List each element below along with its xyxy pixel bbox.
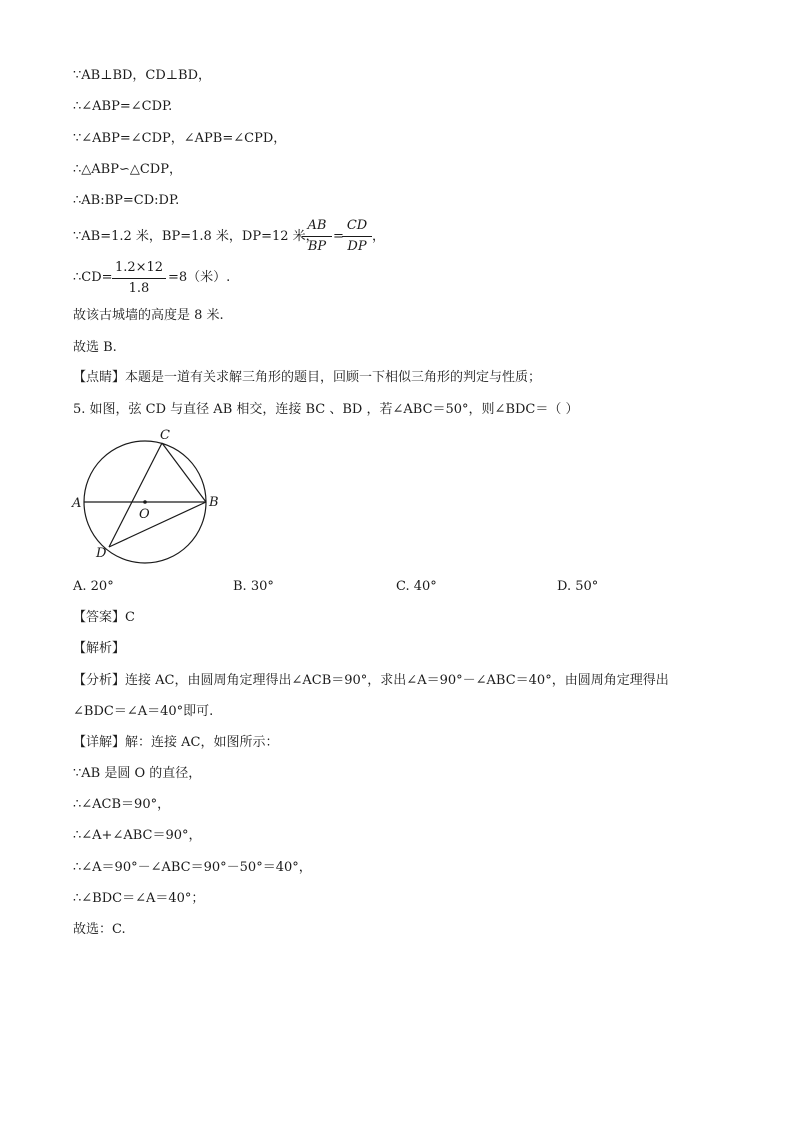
- fraction-numerator: AB: [307, 218, 327, 233]
- answer-tag: 【答案】: [73, 610, 126, 625]
- fraction-cd-value: [112, 260, 166, 297]
- comment-text: 本题是一道有关求解三角形的题目，回顾一下相似三角形的判定与性质；: [125, 370, 542, 385]
- label-d: D: [96, 546, 107, 561]
- label-a: A: [72, 496, 82, 511]
- solution-line-7-prefix: ∴CD=: [73, 270, 113, 285]
- solution-line-4: ∴△ABP∽△CDP，: [73, 162, 182, 177]
- question-5-stem: 5. 如图，弦 CD 与直径 AB 相交，连接 BC 、BD ，若∠ABC＝50°，则∠BDC＝（ ）: [73, 402, 579, 417]
- answer-line: [73, 610, 135, 626]
- fenxi-tag: 【分析】: [73, 673, 126, 688]
- solution-line-8: 故该古城墙的高度是 8 米.: [73, 308, 224, 323]
- analysis-tag: 【解析】: [73, 641, 126, 656]
- comment-tag: 【点睛】: [73, 370, 126, 385]
- chord-bc: [162, 443, 206, 502]
- center-point: [143, 500, 147, 504]
- fraction-cd-dp: [342, 218, 372, 255]
- circle-figure: [64, 425, 244, 575]
- option-a: A. 20°: [73, 579, 114, 594]
- solution-line-6-prefix: ∵AB=1.2 米，BP=1.8 米，DP=12 米，: [73, 229, 319, 244]
- option-d: D. 50°: [557, 579, 599, 594]
- fenxi-line-1: [73, 673, 669, 689]
- step-5: ∴∠BDC＝∠A＝40°；: [73, 891, 205, 906]
- label-c: C: [160, 428, 170, 443]
- solution-line-5: ∴AB:BP=CD:DP.: [73, 193, 180, 208]
- xiangjie-tag: 【详解】: [73, 735, 126, 750]
- xiangjie-text-1: 解：连接 AC，如图所示：: [125, 735, 279, 750]
- fraction-numerator: 1.2×12: [114, 260, 164, 275]
- label-b: B: [209, 495, 219, 510]
- fraction-denominator: BP: [307, 239, 327, 254]
- comma: ，: [372, 229, 386, 244]
- solution-line-9: 故选 B.: [73, 340, 117, 355]
- solution-line-1: ∵AB⊥BD，CD⊥BD，: [73, 68, 211, 83]
- solution-line-2: ∴∠ABP=∠CDP.: [73, 99, 173, 114]
- option-b: B. 30°: [233, 579, 274, 594]
- comment-line: [73, 370, 541, 386]
- step-3: ∴∠A+∠ABC＝90°，: [73, 828, 202, 843]
- fraction-denominator: DP: [347, 239, 367, 254]
- fraction-numerator: CD: [346, 218, 368, 233]
- label-o: O: [139, 507, 150, 522]
- solution-line-7-suffix: =8（米）.: [168, 270, 231, 285]
- step-4: ∴∠A＝90°－∠ABC＝90°－50°＝40°，: [73, 860, 312, 875]
- fraction-ab-bp: [302, 218, 332, 255]
- equals-sign: =: [333, 229, 344, 244]
- step-1: ∵AB 是圆 O 的直径，: [73, 766, 202, 781]
- xiangjie-line-1: [73, 735, 278, 751]
- solution-line-3: ∵∠ABP=∠CDP，∠APB=∠CPD，: [73, 131, 287, 146]
- option-c: C. 40°: [396, 579, 437, 594]
- answer-value: C: [125, 610, 135, 625]
- chord-cd: [109, 443, 162, 547]
- fenxi-text-1: 连接 AC，由圆周角定理得出∠ACB＝90°，求出∠A＝90°－∠ABC＝40°，由圆周角定理得出: [125, 673, 669, 688]
- step-6: 故选：C.: [73, 922, 126, 937]
- fraction-denominator: 1.8: [128, 281, 150, 296]
- chord-bd: [109, 502, 206, 547]
- fenxi-line-2: ∠BDC＝∠A＝40°即可.: [73, 704, 214, 719]
- step-2: ∴∠ACB＝90°，: [73, 797, 171, 812]
